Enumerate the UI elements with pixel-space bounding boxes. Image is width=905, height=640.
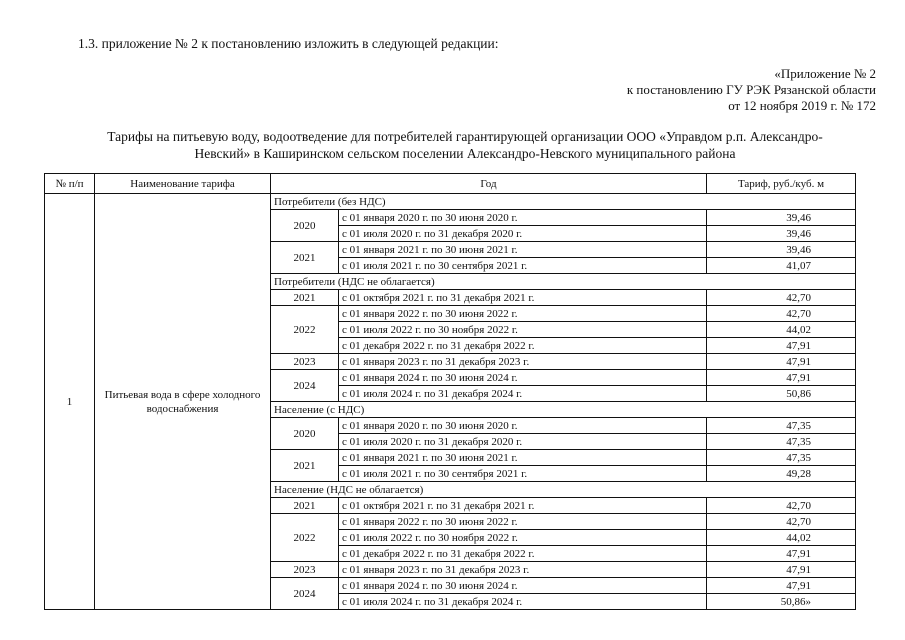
period-cell: с 01 июля 2020 г. по 31 декабря 2020 г. bbox=[339, 434, 707, 450]
year-cell: 2022 bbox=[271, 514, 339, 562]
tariff-value: 47,91 bbox=[707, 370, 856, 386]
group-row bbox=[45, 194, 856, 210]
tariff-value: 49,28 bbox=[707, 466, 856, 482]
title-line: Тарифы на питьевую воду, водоотведение для потребителей гарантирующей организации ООО «Управдом р.п. Александро- bbox=[107, 129, 823, 144]
header-year: Год bbox=[271, 174, 707, 194]
tariff-value: 47,35 bbox=[707, 450, 856, 466]
table-body bbox=[45, 194, 856, 610]
tariff-value: 47,35 bbox=[707, 434, 856, 450]
period-cell: с 01 января 2022 г. по 30 июня 2022 г. bbox=[339, 514, 707, 530]
header-num: № п/п bbox=[45, 174, 95, 194]
group-label: Население (с НДС) bbox=[271, 402, 856, 418]
intro-paragraph: 1.3. приложение № 2 к постановлению изложить в следующей редакции: bbox=[78, 36, 499, 51]
tariff-table bbox=[44, 173, 856, 610]
year-cell: 2024 bbox=[271, 578, 339, 610]
tariff-value: 39,46 bbox=[707, 226, 856, 242]
tariff-value: 39,46 bbox=[707, 242, 856, 258]
year-cell: 2023 bbox=[271, 562, 339, 578]
year-cell: 2021 bbox=[271, 498, 339, 514]
year-cell: 2021 bbox=[271, 242, 339, 274]
period-cell: с 01 июля 2022 г. по 30 ноября 2022 г. bbox=[339, 322, 707, 338]
tariff-value: 44,02 bbox=[707, 322, 856, 338]
appendix-reference bbox=[627, 66, 876, 114]
period-cell: с 01 декабря 2022 г. по 31 декабря 2022 г. bbox=[339, 338, 707, 354]
tariff-value: 47,91 bbox=[707, 354, 856, 370]
period-cell: с 01 января 2021 г. по 30 июня 2021 г. bbox=[339, 242, 707, 258]
appendix-line: к постановлению ГУ РЭК Рязанской области bbox=[626, 82, 876, 97]
group-label: Потребители (без НДС) bbox=[271, 194, 856, 210]
header-tariff: Тариф, руб./куб. м bbox=[707, 174, 856, 194]
tariff-value: 42,70 bbox=[707, 290, 856, 306]
year-cell: 2024 bbox=[271, 370, 339, 402]
period-cell: с 01 июля 2020 г. по 31 декабря 2020 г. bbox=[339, 226, 707, 242]
period-cell: с 01 июля 2024 г. по 31 декабря 2024 г. bbox=[339, 386, 707, 402]
tariff-value: 42,70 bbox=[707, 498, 856, 514]
document-title bbox=[40, 128, 890, 162]
tariff-value: 50,86» bbox=[707, 594, 856, 610]
tariff-value: 47,91 bbox=[707, 562, 856, 578]
year-cell: 2023 bbox=[271, 354, 339, 370]
group-label: Население (НДС не облагается) bbox=[271, 482, 856, 498]
year-cell: 2021 bbox=[271, 290, 339, 306]
tariff-value: 47,91 bbox=[707, 578, 856, 594]
tariff-value: 47,35 bbox=[707, 418, 856, 434]
period-cell: с 01 октября 2021 г. по 31 декабря 2021 г. bbox=[339, 498, 707, 514]
header-name: Наименование тарифа bbox=[95, 174, 271, 194]
period-cell: с 01 июля 2021 г. по 30 сентября 2021 г. bbox=[339, 258, 707, 274]
period-cell: с 01 июля 2021 г. по 30 сентября 2021 г. bbox=[339, 466, 707, 482]
tariff-value: 41,07 bbox=[707, 258, 856, 274]
period-cell: с 01 октября 2021 г. по 31 декабря 2021 г. bbox=[339, 290, 707, 306]
period-cell: с 01 января 2023 г. по 31 декабря 2023 г. bbox=[339, 562, 707, 578]
period-cell: с 01 января 2020 г. по 30 июня 2020 г. bbox=[339, 418, 707, 434]
table-header-row bbox=[45, 174, 856, 194]
tariff-value: 42,70 bbox=[707, 306, 856, 322]
year-cell: 2020 bbox=[271, 210, 339, 242]
period-cell: с 01 декабря 2022 г. по 31 декабря 2022 г. bbox=[339, 546, 707, 562]
tariff-value: 42,70 bbox=[707, 514, 856, 530]
appendix-line: «Приложение № 2 bbox=[774, 66, 876, 81]
group-label: Потребители (НДС не облагается) bbox=[271, 274, 856, 290]
period-cell: с 01 января 2023 г. по 31 декабря 2023 г. bbox=[339, 354, 707, 370]
period-cell: с 01 июля 2024 г. по 31 декабря 2024 г. bbox=[339, 594, 707, 610]
year-cell: 2021 bbox=[271, 450, 339, 482]
year-cell: 2020 bbox=[271, 418, 339, 450]
row-number: 1 bbox=[45, 194, 95, 610]
period-cell: с 01 января 2021 г. по 30 июня 2021 г. bbox=[339, 450, 707, 466]
period-cell: с 01 июля 2022 г. по 30 ноября 2022 г. bbox=[339, 530, 707, 546]
period-cell: с 01 января 2022 г. по 30 июня 2022 г. bbox=[339, 306, 707, 322]
tariff-value: 47,91 bbox=[707, 338, 856, 354]
tariff-value: 47,91 bbox=[707, 546, 856, 562]
appendix-line: от 12 ноября 2019 г. № 172 bbox=[728, 98, 876, 113]
tariff-name: Питьевая вода в сфере холодного водоснабжения bbox=[95, 194, 271, 610]
tariff-value: 39,46 bbox=[707, 210, 856, 226]
title-line: Невский» в Каширинском сельском поселении Александро-Невского муниципального района bbox=[194, 146, 736, 161]
tariff-value: 44,02 bbox=[707, 530, 856, 546]
year-cell: 2022 bbox=[271, 306, 339, 354]
tariff-value: 50,86 bbox=[707, 386, 856, 402]
period-cell: с 01 января 2024 г. по 30 июня 2024 г. bbox=[339, 370, 707, 386]
period-cell: с 01 января 2024 г. по 30 июня 2024 г. bbox=[339, 578, 707, 594]
period-cell: с 01 января 2020 г. по 30 июня 2020 г. bbox=[339, 210, 707, 226]
